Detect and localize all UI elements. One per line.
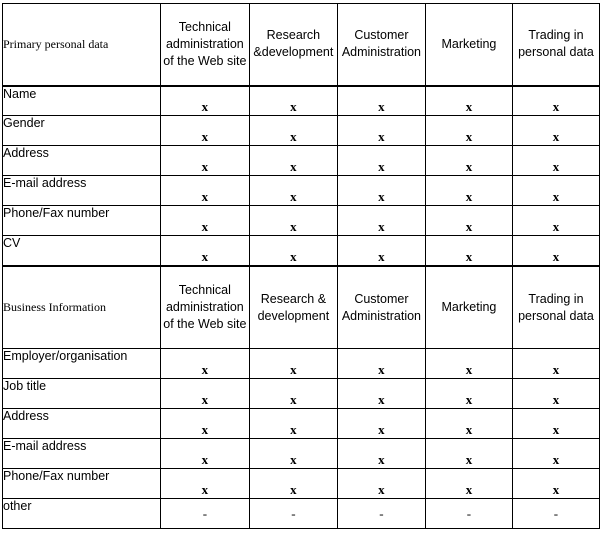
x-mark-cell: x [425, 349, 512, 379]
x-mark-cell: x [160, 146, 249, 176]
x-mark-cell: x [249, 116, 337, 146]
x-mark-cell: x [160, 439, 249, 469]
row-label: Address [3, 146, 161, 176]
column-header: Trading in personal data [512, 267, 599, 349]
x-mark-cell: x [249, 469, 337, 499]
x-mark-cell: x [249, 236, 337, 266]
x-mark-cell: x [337, 176, 425, 206]
x-mark-cell: x [160, 116, 249, 146]
row-label: Address [3, 409, 161, 439]
x-mark-cell: x [337, 349, 425, 379]
table-row [3, 146, 600, 176]
x-mark-cell: x [425, 409, 512, 439]
table-header-row [3, 4, 600, 86]
x-mark-cell: x [160, 349, 249, 379]
table-row [3, 469, 600, 499]
x-mark-cell: x [425, 236, 512, 266]
x-mark-cell: x [160, 176, 249, 206]
x-mark-cell: x [512, 146, 599, 176]
table-row [3, 86, 600, 116]
x-mark-cell: x [337, 379, 425, 409]
x-mark-cell: x [160, 206, 249, 236]
x-mark-cell: x [249, 349, 337, 379]
x-mark-cell: x [160, 86, 249, 116]
x-mark-cell: x [425, 379, 512, 409]
dash-mark-cell: - [337, 499, 425, 529]
table-row [3, 379, 600, 409]
x-mark-cell: x [425, 116, 512, 146]
x-mark-cell: x [425, 176, 512, 206]
column-header: Technical administration of the Web site [160, 4, 249, 86]
x-mark-cell: x [160, 469, 249, 499]
table-row [3, 176, 600, 206]
x-mark-cell: x [512, 116, 599, 146]
x-mark-cell: x [512, 439, 599, 469]
row-label: CV [3, 236, 161, 266]
column-header: Research & development [249, 267, 337, 349]
table-row [3, 116, 600, 146]
x-mark-cell: x [249, 206, 337, 236]
row-label: Phone/Fax number [3, 469, 161, 499]
business-information-table [2, 266, 600, 529]
business-information-body [3, 267, 600, 529]
x-mark-cell: x [512, 86, 599, 116]
row-label: Phone/Fax number [3, 206, 161, 236]
x-mark-cell: x [512, 176, 599, 206]
x-mark-cell: x [249, 439, 337, 469]
row-label: E-mail address [3, 176, 161, 206]
x-mark-cell: x [337, 409, 425, 439]
x-mark-cell: x [160, 379, 249, 409]
dash-mark-cell: - [425, 499, 512, 529]
row-label: Name [3, 86, 161, 116]
x-mark-cell: x [249, 176, 337, 206]
table-row [3, 409, 600, 439]
x-mark-cell: x [337, 469, 425, 499]
column-header: Marketing [425, 4, 512, 86]
x-mark-cell: x [425, 439, 512, 469]
column-header: Customer Administration [337, 267, 425, 349]
x-mark-cell: x [249, 409, 337, 439]
table-row [3, 499, 600, 529]
x-mark-cell: x [337, 116, 425, 146]
primary-personal-data-table [2, 3, 600, 266]
row-label: other [3, 499, 161, 529]
x-mark-cell: x [249, 379, 337, 409]
table-row [3, 349, 600, 379]
column-header: Technical administration of the Web site [160, 267, 249, 349]
table-section-title: Primary personal data [3, 4, 161, 86]
x-mark-cell: x [425, 206, 512, 236]
x-mark-cell: x [512, 469, 599, 499]
dash-mark-cell: - [249, 499, 337, 529]
row-label: Job title [3, 379, 161, 409]
x-mark-cell: x [512, 409, 599, 439]
x-mark-cell: x [337, 86, 425, 116]
dash-mark-cell: - [512, 499, 599, 529]
dash-mark-cell: - [160, 499, 249, 529]
row-label: Employer/organisation [3, 349, 161, 379]
primary-personal-data-body [3, 4, 600, 266]
x-mark-cell: x [425, 469, 512, 499]
x-mark-cell: x [249, 146, 337, 176]
x-mark-cell: x [512, 206, 599, 236]
x-mark-cell: x [512, 236, 599, 266]
x-mark-cell: x [425, 86, 512, 116]
table-section-title: Business Information [3, 267, 161, 349]
column-header: Research &development [249, 4, 337, 86]
x-mark-cell: x [249, 86, 337, 116]
x-mark-cell: x [337, 206, 425, 236]
row-label: Gender [3, 116, 161, 146]
x-mark-cell: x [425, 146, 512, 176]
x-mark-cell: x [160, 409, 249, 439]
x-mark-cell: x [337, 146, 425, 176]
table-row [3, 439, 600, 469]
x-mark-cell: x [337, 439, 425, 469]
column-header: Marketing [425, 267, 512, 349]
x-mark-cell: x [512, 349, 599, 379]
table-row [3, 206, 600, 236]
x-mark-cell: x [337, 236, 425, 266]
column-header: Trading in personal data [512, 4, 599, 86]
table-header-row [3, 267, 600, 349]
x-mark-cell: x [512, 379, 599, 409]
column-header: Customer Administration [337, 4, 425, 86]
row-label: E-mail address [3, 439, 161, 469]
x-mark-cell: x [160, 236, 249, 266]
table-row [3, 236, 600, 266]
